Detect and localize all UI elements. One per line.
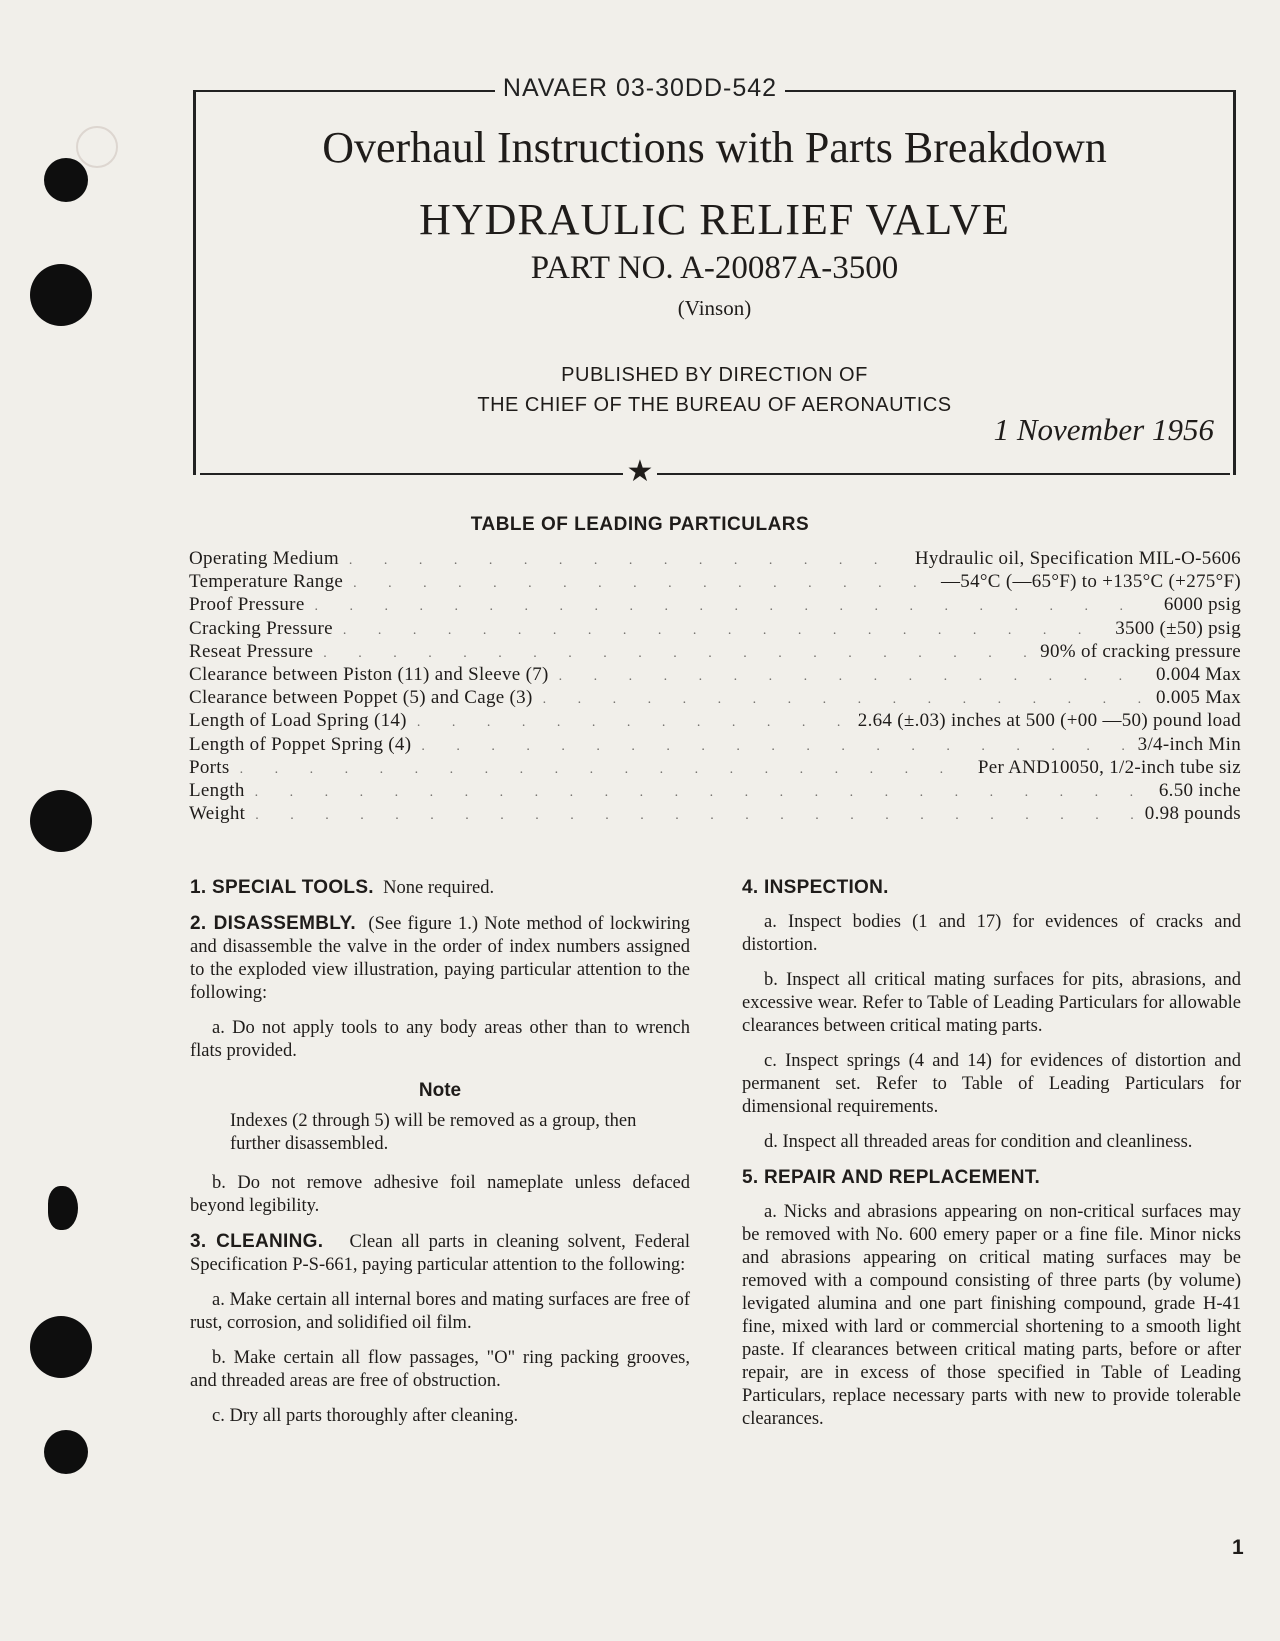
leader-dots [543, 692, 1146, 708]
particular-value: 0.98 pounds [1144, 803, 1241, 825]
right-column [742, 876, 1241, 1443]
section-text: None required. [383, 878, 495, 898]
section-heading: 3. CLEANING. [190, 1231, 324, 1252]
leading-particulars-row [189, 641, 1241, 664]
authority-line-1: PUBLISHED BY DIRECTION OF [561, 364, 868, 386]
particular-label: Temperature Range [189, 571, 344, 593]
leading-particulars-row [189, 803, 1241, 826]
binder-hole [44, 158, 88, 202]
repair-step-a: a. Nicks and abrasions appearing on non-critical surfaces may be removed with No. 600 emery paper or a fine file. Minor nicks and abrasions appearing on critical mating surfaces may be removed with a compound consisting of three parts (by volume) levigated alumina and one part finishing compound, grade H-41 fine, mixed with lard or commercial shortening to a smooth light paste. If clearances between critical mating parts, before or after repair, are in excess of those specified in Table of Leading Particulars, replace necessary parts with new to provide tolerable clearances. [742, 1202, 1241, 1429]
inspection-step-c: c. Inspect springs (4 and 14) for evidences of distortion and permanent set. Refer to Table of Leading Particulars for dimensional requirements. [742, 1051, 1241, 1117]
leading-particulars-row [189, 571, 1241, 594]
repair-heading: 5. REPAIR AND REPLACEMENT. [742, 1167, 1041, 1188]
leader-dots [315, 599, 1154, 615]
leader-dots [417, 715, 848, 731]
leader-dots [323, 646, 1030, 662]
particular-value: Per AND10050, 1/2-inch tube siz [977, 756, 1241, 778]
particular-label: Clearance between Piston (11) and Sleeve (7) [189, 663, 549, 685]
special-tools-section [190, 876, 690, 900]
note-heading: Note [418, 1080, 462, 1101]
particular-label: Cracking Pressure [189, 617, 333, 639]
leading-particulars-row [189, 548, 1241, 571]
binder-hole-ghost [76, 126, 118, 168]
section-text: Clean all parts in cleaning solvent, Federal Specification P-S-661, paying particular attention to the following: [190, 1232, 690, 1275]
inspection-step-d: d. Inspect all threaded areas for condition and cleanliness. [764, 1132, 1193, 1152]
leader-dots [349, 553, 905, 569]
leading-particulars-row [189, 687, 1241, 710]
particular-value: —54°C (—65°F) to +135°C (+275°F) [941, 571, 1241, 593]
leading-particulars-row [189, 757, 1241, 780]
particular-value: 3/4-inch Min [1137, 733, 1241, 755]
particular-value: Hydraulic oil, Specification MIL-O-5606 [914, 548, 1241, 569]
page-number: 1 [1232, 1536, 1244, 1559]
publication-date: 1 November 1956 [993, 412, 1214, 447]
binder-hole [30, 790, 92, 852]
particular-label: Operating Medium [189, 548, 339, 569]
disassembly-section [190, 912, 690, 1005]
star-ornament: ★ [0, 454, 1280, 490]
cleaning-step-c: c. Dry all parts thoroughly after cleaning. [212, 1406, 519, 1426]
particular-label: Weight [189, 803, 246, 825]
leading-particulars-row [189, 594, 1241, 617]
particular-label: Ports [189, 756, 230, 778]
publication-number: NAVAER 03-30DD-542 [0, 74, 1280, 103]
leader-dots [343, 623, 1105, 639]
particular-value: 6.50 inche [1158, 779, 1241, 801]
particular-label: Length of Load Spring (14) [189, 710, 407, 732]
leading-particulars-row [189, 734, 1241, 757]
inspection-step-b: b. Inspect all critical mating surfaces for pits, abrasions, and excessive wear. Refer to Table of Leading Particulars for allowable clearances between critical mating parts. [742, 970, 1241, 1036]
leading-particulars-row [189, 664, 1241, 687]
publishing-authority [196, 360, 1233, 420]
leader-dots [353, 576, 931, 592]
section-heading: 2. DISASSEMBLY. [190, 913, 356, 934]
section-text: (See figure 1.) Note method of lockwiring and disassemble the valve in the order of index numbers assigned to the exploded view illustration, paying particular attention to the following: [190, 914, 690, 1003]
particular-label: Reseat Pressure [189, 640, 314, 662]
note-text: Indexes (2 through 5) will be removed as a group, then further disassembled. [230, 1111, 637, 1154]
inspection-step-a: a. Inspect bodies (1 and 17) for evidences of cracks and distortion. [742, 912, 1241, 955]
binder-hole [30, 1316, 92, 1378]
particular-label: Length of Poppet Spring (4) [189, 733, 412, 755]
particular-value: 3500 (±50) psig [1115, 617, 1241, 639]
left-column [190, 876, 690, 1440]
particular-value: 2.64 (±.03) inches at 500 (+00 —50) pound load [857, 710, 1241, 732]
document-title: Overhaul Instructions with Parts Breakdown [322, 123, 1107, 172]
leader-dots [255, 785, 1149, 801]
particular-value: 0.005 Max [1155, 687, 1241, 709]
particular-label: Clearance between Poppet (5) and Cage (3) [189, 687, 533, 709]
section-heading: 1. SPECIAL TOOLS. [190, 877, 374, 898]
binder-hole [30, 264, 92, 326]
leading-particulars-table [189, 548, 1241, 826]
cleaning-step-b: b. Make certain all flow passages, "O" ring packing grooves, and threaded areas are free of obstruction. [190, 1348, 690, 1391]
disassembly-step-b: b. Do not remove adhesive foil nameplate unless defaced beyond legibility. [190, 1173, 690, 1216]
leading-particulars-row [189, 710, 1241, 733]
document-subject: HYDRAULIC RELIEF VALVE [419, 195, 1010, 244]
leader-dots [421, 739, 1127, 755]
inspection-heading: 4. INSPECTION. [742, 877, 889, 898]
cleaning-step-a: a. Make certain all internal bores and mating surfaces are free of rust, corrosion, and solidified oil film. [190, 1290, 690, 1333]
leading-particulars-title: TABLE OF LEADING PARTICULARS [470, 514, 810, 535]
particular-value: 6000 psig [1163, 594, 1241, 616]
header-frame-right [1233, 90, 1236, 475]
binder-hole [44, 1430, 88, 1474]
manufacturer: (Vinson) [677, 296, 752, 320]
leader-dots [559, 669, 1146, 685]
disassembly-step-a: a. Do not apply tools to any body areas other than to wrench flats provided. [190, 1018, 690, 1061]
leader-dots [255, 808, 1135, 824]
particular-label: Length [189, 779, 245, 801]
cleaning-section [190, 1230, 690, 1277]
leading-particulars-row [189, 618, 1241, 641]
particular-label: Proof Pressure [189, 594, 305, 616]
authority-line-2: THE CHIEF OF THE BUREAU OF AERONAUTICS [477, 394, 952, 416]
binder-hole-torn [48, 1186, 78, 1230]
leading-particulars-row [189, 780, 1241, 803]
part-number: PART NO. A-20087A-3500 [530, 250, 899, 286]
particular-value: 90% of cracking pressure [1040, 640, 1241, 662]
particular-value: 0.004 Max [1155, 663, 1241, 685]
leader-dots [240, 762, 968, 778]
